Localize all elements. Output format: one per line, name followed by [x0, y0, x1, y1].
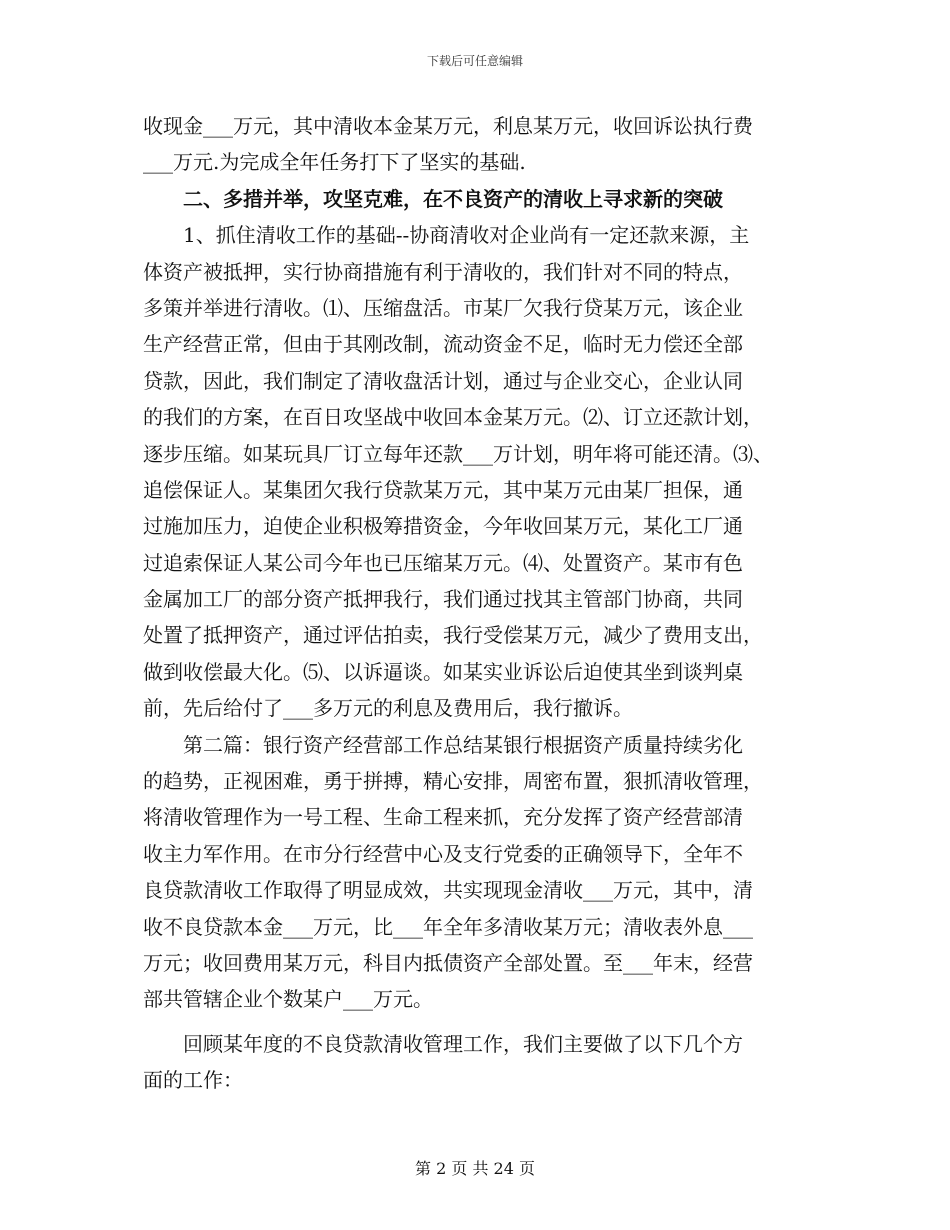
text-line: 收主力军作用。在市分行经营中心及支行党委的正确领导下，全年不 [143, 841, 743, 866]
text-line: 的我们的方案，在百日攻坚战中收回本金某万元。⑵、订立还款计划， [143, 405, 763, 430]
text-line: ___万元.为完成全年任务打下了坚实的基础. [143, 150, 526, 175]
text-line: 收现金___万元，其中清收本金某万元，利息某万元，收回诉讼执行费 [143, 114, 753, 138]
text-line: 体资产被抵押，实行协商措施有利于清收的，我们针对不同的特点， [143, 259, 743, 284]
text-line: 回顾某年度的不良贷款清收管理工作，我们主要做了以下几个方 [183, 1031, 743, 1056]
text-line: 将清收管理作为一号工程、生命工程来抓，充分发挥了资产经营部清 [143, 805, 743, 830]
text-line: 贷款，因此，我们制定了清收盘活计划，通过与企业交心，企业认同 [143, 368, 743, 393]
document-body [143, 108, 813, 1099]
text-line: 逐步压缩。如某玩具厂订立每年还款___万计划，明年将可能还清。⑶、 [143, 441, 773, 466]
text-line: 1、抓住清收工作的基础--协商清收对企业尚有一定还款来源，主 [183, 223, 750, 248]
text-line: 多策并举进行清收。⑴、压缩盘活。市某厂欠我行贷某万元，该企业 [143, 295, 743, 320]
paragraph-spacer [143, 1018, 813, 1026]
text-line: 收不良贷款本金___万元，比___年全年多清收某万元；清收表外息___ [143, 914, 753, 939]
text-line: 的趋势，正视困难，勇于拼搏，精心安排，周密布置，狠抓清收管理， [143, 769, 763, 794]
text-line: 前，先后给付了___多万元的利息及费用后，我行撤诉。 [143, 696, 633, 721]
text-line: 处置了抵押资产，通过评估拍卖，我行受偿某万元，减少了费用支出， [143, 623, 763, 648]
text-line: 部共管辖企业个数某户___万元。 [143, 987, 433, 1012]
text-line: 万元；收回费用某万元，科目内抵债资产全部处置。至___年末，经营 [143, 950, 753, 975]
text-line: 第二篇：银行资产经营部工作总结某银行根据资产质量持续劣化 [183, 732, 743, 757]
section-heading: 二、多措并举，攻坚克难，在不良资产的清收上寻求新的突破 [183, 186, 723, 211]
text-line: 生产经营正常，但由于其刚改制，流动资金不足，临时无力偿还全部 [143, 332, 743, 357]
text-line: 过追索保证人某公司今年也已压缩某万元。⑷、处置资产。某市有色 [143, 550, 743, 575]
text-line: 面的工作： [143, 1068, 243, 1093]
text-line: 追偿保证人。某集团欠我行贷款某万元，其中某万元由某厂担保，通 [143, 477, 743, 502]
text-line: 良贷款清收工作取得了明显成效，共实现现金清收___万元，其中，清 [143, 878, 753, 903]
page-header-note: 下载后可任意编辑 [426, 54, 523, 68]
text-line: 做到收偿最大化。⑸、以诉逼谈。如某实业诉讼后迫使其坐到谈判桌 [143, 659, 743, 684]
text-line: 金属加工厂的部分资产抵押我行，我们通过找其主管部门协商，共同 [143, 587, 743, 612]
page-number: 第 2 页 共 24 页 [415, 1159, 535, 1178]
text-line: 过施加压力，迫使企业积极筹措资金，今年收回某万元，某化工厂通 [143, 514, 743, 539]
